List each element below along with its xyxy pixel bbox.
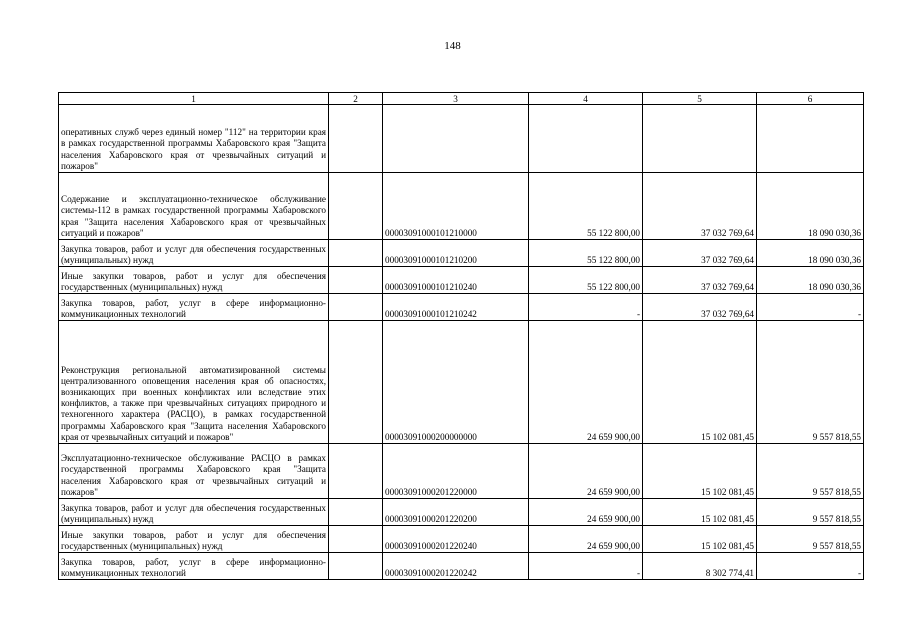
table-row (59, 526, 864, 553)
row-description: Закупка товаров, работ и услуг для обеспечения государственных (муниципальных) нужд (59, 499, 329, 526)
row-description: Содержание и эксплуатационно-техническое обслуживание системы-112 в рамках государственной программы Хабаровского края "Защита населения Хабаровского края от чрезвычайных ситуаций и пожаров" (59, 173, 329, 240)
cell-code (383, 105, 529, 173)
row-description: Иные закупки товаров, работ и услуг для обеспечения государственных (муниципальных) нужд (59, 267, 329, 294)
row-description: оперативных служб через единый номер "112" на территории края в рамках государственной программы Хабаровского края "Защита населения Хабаровского края от чрезвычайных ситуаций и пожаров" (59, 105, 329, 173)
cell-code: 00003091000101210000 (383, 173, 529, 240)
cell-value-5: 15 102 081,45 (643, 321, 757, 444)
table-row (59, 294, 864, 321)
cell-col2 (329, 526, 383, 553)
table-row (59, 444, 864, 499)
cell-col2 (329, 294, 383, 321)
cell-value-5: 15 102 081,45 (643, 499, 757, 526)
cell-col2 (329, 444, 383, 499)
cell-value-4: 55 122 800,00 (529, 240, 643, 267)
cell-value-4: 24 659 900,00 (529, 321, 643, 444)
cell-value-4: 24 659 900,00 (529, 526, 643, 553)
header-row (59, 93, 864, 105)
cell-value-5: 37 032 769,64 (643, 294, 757, 321)
cell-code: 00003091000101210240 (383, 267, 529, 294)
cell-col2 (329, 240, 383, 267)
table-row (59, 321, 864, 444)
cell-value-6: 9 557 818,55 (757, 526, 864, 553)
cell-code: 00003091000201220240 (383, 526, 529, 553)
column-header: 2 (329, 93, 383, 105)
cell-value-6: 9 557 818,55 (757, 321, 864, 444)
cell-value-4: 55 122 800,00 (529, 173, 643, 240)
table-row (59, 553, 864, 580)
cell-value-4: 24 659 900,00 (529, 444, 643, 499)
row-description: Эксплуатационно-техническое обслуживание РАСЦО в рамках государственной программы Хабаровского края "Защита населения Хабаровского края от чрезвычайных ситуаций и пожаров" (59, 444, 329, 499)
cell-col2 (329, 321, 383, 444)
column-header: 1 (59, 93, 329, 105)
cell-col2 (329, 499, 383, 526)
cell-value-6: - (757, 294, 864, 321)
cell-value-5: 37 032 769,64 (643, 267, 757, 294)
row-description: Иные закупки товаров, работ и услуг для обеспечения государственных (муниципальных) нужд (59, 526, 329, 553)
column-header: 4 (529, 93, 643, 105)
table-row (59, 240, 864, 267)
table-row (59, 267, 864, 294)
cell-value-4: - (529, 553, 643, 580)
table-row (59, 105, 864, 173)
cell-code: 00003091000201220000 (383, 444, 529, 499)
cell-value-6: 18 090 030,36 (757, 267, 864, 294)
cell-value-6 (757, 105, 864, 173)
cell-value-6: 18 090 030,36 (757, 173, 864, 240)
budget-table (58, 92, 864, 580)
cell-value-4 (529, 105, 643, 173)
cell-col2 (329, 267, 383, 294)
cell-code: 00003091000200000000 (383, 321, 529, 444)
cell-value-4: - (529, 294, 643, 321)
table-row (59, 499, 864, 526)
cell-value-5: 8 302 774,41 (643, 553, 757, 580)
cell-value-4: 24 659 900,00 (529, 499, 643, 526)
cell-col2 (329, 105, 383, 173)
table-row (59, 173, 864, 240)
cell-value-6: 9 557 818,55 (757, 499, 864, 526)
page-number: 148 (444, 40, 461, 52)
cell-col2 (329, 553, 383, 580)
cell-value-6: 18 090 030,36 (757, 240, 864, 267)
row-description: Закупка товаров, работ и услуг для обеспечения государственных (муниципальных) нужд (59, 240, 329, 267)
cell-value-5: 37 032 769,64 (643, 173, 757, 240)
cell-value-5: 15 102 081,45 (643, 526, 757, 553)
cell-value-4: 55 122 800,00 (529, 267, 643, 294)
row-description: Закупка товаров, работ, услуг в сфере информационно-коммуникационных технологий (59, 553, 329, 580)
row-description: Закупка товаров, работ, услуг в сфере информационно-коммуникационных технологий (59, 294, 329, 321)
cell-value-6: - (757, 553, 864, 580)
cell-col2 (329, 173, 383, 240)
column-header: 6 (757, 93, 864, 105)
row-description: Реконструкция региональной автоматизированной системы централизованного оповещения населения края об опасностях, возникающих при военных конфликтах или вследствие этих конфликтов, а также при чрезвычайных ситуациях природного и техногенного характера (РАСЦО), в рамках государственной программы Хабаровского края "Защита населения Хабаровского края от чрезвычайных ситуаций и пожаров" (59, 321, 329, 444)
column-header: 3 (383, 93, 529, 105)
cell-code: 00003091000101210200 (383, 240, 529, 267)
cell-code: 00003091000201220242 (383, 553, 529, 580)
cell-value-5 (643, 105, 757, 173)
column-header: 5 (643, 93, 757, 105)
cell-value-5: 15 102 081,45 (643, 444, 757, 499)
cell-code: 00003091000201220200 (383, 499, 529, 526)
cell-code: 00003091000101210242 (383, 294, 529, 321)
cell-value-6: 9 557 818,55 (757, 444, 864, 499)
cell-value-5: 37 032 769,64 (643, 240, 757, 267)
